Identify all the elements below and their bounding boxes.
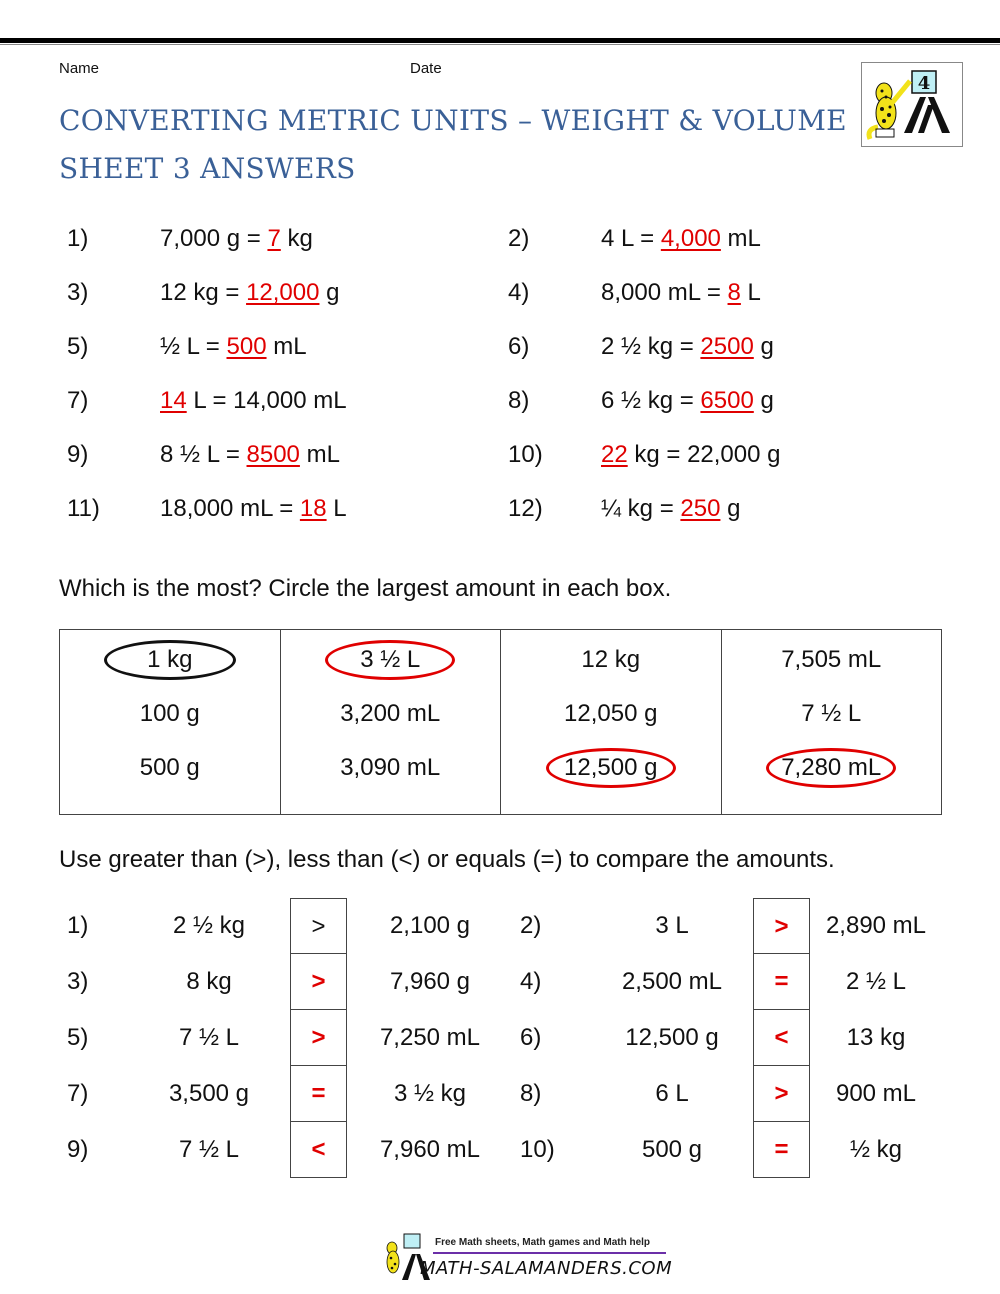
question-expression xyxy=(160,440,340,470)
conversion-question xyxy=(508,224,928,254)
amount-b: 2,890 mL xyxy=(825,912,927,939)
question-number: 6) xyxy=(508,333,530,360)
comparison-sign-box[interactable]: = xyxy=(753,954,810,1010)
conversion-question xyxy=(67,278,487,308)
circle-largest-table xyxy=(59,629,942,815)
question-expression xyxy=(160,224,313,254)
answer-value: 22 xyxy=(601,441,628,468)
conversion-question xyxy=(508,440,928,470)
question-expression xyxy=(160,386,347,416)
date-label: Date xyxy=(410,60,442,77)
top-border-rule xyxy=(0,38,1000,43)
circle-box xyxy=(281,630,502,814)
question-number: 4) xyxy=(508,279,530,306)
question-number: 8) xyxy=(508,387,530,414)
amount-a: 6 L xyxy=(655,1080,689,1107)
compare-question xyxy=(0,1010,1000,1066)
amount-a: 7 ½ L xyxy=(178,1136,240,1163)
amount-b: 7,960 g xyxy=(389,968,471,995)
option-value: 7,280 mL xyxy=(781,754,882,781)
question-number: 5) xyxy=(67,1024,89,1051)
option-value: 3,200 mL xyxy=(340,700,441,727)
answer-value: 6500 xyxy=(700,387,754,414)
conversion-question xyxy=(67,386,487,416)
amount-a: 8 kg xyxy=(186,968,232,995)
question-number: 1) xyxy=(67,225,89,252)
circle-box xyxy=(722,630,942,814)
question-text: 8,000 mL = xyxy=(601,279,728,306)
option-value: 12,050 g xyxy=(564,700,658,727)
compare-question xyxy=(0,954,1000,1010)
question-text: 2 ½ kg = xyxy=(601,333,701,360)
amount-b: 3 ½ kg xyxy=(393,1080,467,1107)
circle-option[interactable] xyxy=(281,645,501,675)
answer-value: 14 xyxy=(160,387,187,414)
amount-b: 7,250 mL xyxy=(379,1024,481,1051)
question-expression xyxy=(160,494,347,524)
question-text: g xyxy=(753,387,774,414)
footer-site-name: MATH-SALAMANDERS.COM xyxy=(420,1258,673,1279)
question-number: 5) xyxy=(67,333,89,360)
amount-a: 7 ½ L xyxy=(178,1024,240,1051)
question-number: 1) xyxy=(67,912,89,939)
question-number: 10) xyxy=(520,1136,555,1163)
conversion-question xyxy=(67,440,487,470)
question-expression xyxy=(160,278,339,308)
amount-b: 13 kg xyxy=(846,1024,906,1051)
question-text: mL xyxy=(720,225,761,252)
circle-option[interactable] xyxy=(60,645,280,675)
circle-instruction: Which is the most? Circle the largest amount in each box. xyxy=(59,575,672,602)
amount-a: 3 L xyxy=(655,912,689,939)
answer-value: 12,000 xyxy=(246,279,320,306)
question-text: kg = 22,000 g xyxy=(627,441,781,468)
footer-tagline: Free Math sheets, Math games and Math help xyxy=(435,1237,651,1248)
salamander-logo xyxy=(861,62,963,147)
compare-question xyxy=(0,1122,1000,1178)
circle-option xyxy=(60,699,280,729)
circle-option xyxy=(501,699,721,729)
question-text: ¼ kg = xyxy=(601,495,681,522)
option-value: 12 kg xyxy=(581,646,641,673)
answer-value: 500 xyxy=(226,333,267,360)
salamander-easel-icon xyxy=(862,63,962,146)
option-value: 7 ½ L xyxy=(801,700,862,727)
question-text: mL xyxy=(299,441,340,468)
amount-b: 2 ½ L xyxy=(845,968,907,995)
comparison-sign-box[interactable]: = xyxy=(753,1122,810,1178)
question-text: 8 ½ L = xyxy=(160,441,247,468)
answer-value: 250 xyxy=(680,495,721,522)
answer-value: 8500 xyxy=(246,441,300,468)
page-title: CONVERTING METRIC UNITS – WEIGHT & VOLUME xyxy=(59,104,847,137)
question-text: 6 ½ kg = xyxy=(601,387,701,414)
amount-b: ½ kg xyxy=(849,1136,903,1163)
question-expression xyxy=(601,332,774,362)
answer-value: 4,000 xyxy=(660,225,721,252)
conversion-question xyxy=(67,224,487,254)
answer-value: 8 xyxy=(727,279,741,306)
conversion-question xyxy=(67,494,487,524)
page-subtitle: SHEET 3 ANSWERS xyxy=(59,152,356,185)
question-expression xyxy=(601,440,781,470)
circle-option xyxy=(60,753,280,783)
option-value: 500 g xyxy=(139,754,200,781)
amount-a: 500 g xyxy=(641,1136,703,1163)
question-number: 9) xyxy=(67,441,89,468)
conversion-question xyxy=(508,332,928,362)
question-text: L = 14,000 mL xyxy=(186,387,347,414)
question-number: 7) xyxy=(67,1080,89,1107)
option-value: 12,500 g xyxy=(564,754,658,781)
compare-question xyxy=(0,898,1000,954)
circle-box xyxy=(501,630,722,814)
question-text: g xyxy=(753,333,774,360)
option-value: 1 kg xyxy=(147,646,193,673)
question-text: L xyxy=(326,495,347,522)
question-text: L xyxy=(740,279,761,306)
circle-box xyxy=(60,630,281,814)
conversion-question xyxy=(508,278,928,308)
question-text: g xyxy=(319,279,340,306)
comparison-sign-box[interactable]: > xyxy=(753,898,810,954)
question-text: mL xyxy=(266,333,307,360)
question-number: 11) xyxy=(67,495,100,522)
amount-b: 900 mL xyxy=(835,1080,917,1107)
conversion-question xyxy=(508,494,928,524)
answer-value: 2500 xyxy=(700,333,754,360)
comparison-sign-box[interactable]: < xyxy=(290,1122,347,1178)
comparison-sign-box[interactable]: > xyxy=(290,954,347,1010)
answer-value: 7 xyxy=(267,225,281,252)
amount-b: 2,100 g xyxy=(389,912,471,939)
question-number: 2) xyxy=(520,912,542,939)
amount-a: 2 ½ kg xyxy=(172,912,246,939)
comparison-sign-box[interactable]: > xyxy=(290,1010,347,1066)
question-text: 18,000 mL = xyxy=(160,495,300,522)
question-text: 4 L = xyxy=(601,225,661,252)
question-expression xyxy=(601,224,761,254)
question-number: 7) xyxy=(67,387,89,414)
question-expression xyxy=(601,386,774,416)
amount-b: 7,960 mL xyxy=(379,1136,481,1163)
circle-option xyxy=(281,699,501,729)
question-number: 3) xyxy=(67,279,89,306)
question-expression xyxy=(601,278,761,308)
question-text: 12 kg = xyxy=(160,279,247,306)
question-number: 2) xyxy=(508,225,530,252)
question-text: ½ L = xyxy=(160,333,227,360)
name-label: Name xyxy=(59,60,100,77)
top-border-rule-thin xyxy=(0,44,1000,45)
conversion-question xyxy=(508,386,928,416)
amount-a: 2,500 mL xyxy=(621,968,723,995)
option-value: 100 g xyxy=(139,700,200,727)
option-value: 7,505 mL xyxy=(781,646,882,673)
circle-option xyxy=(722,699,942,729)
question-number: 6) xyxy=(520,1024,542,1051)
question-number: 12) xyxy=(508,495,543,522)
question-number: 4) xyxy=(520,968,542,995)
comparison-sign-box[interactable]: < xyxy=(753,1010,810,1066)
compare-question xyxy=(0,1066,1000,1122)
compare-instruction: Use greater than (>), less than (<) or equals (=) to compare the amounts. xyxy=(59,846,835,873)
question-expression xyxy=(601,494,740,524)
question-expression xyxy=(160,332,307,362)
circle-option xyxy=(501,645,721,675)
conversion-question xyxy=(67,332,487,362)
circle-option xyxy=(281,753,501,783)
option-value: 3 ½ L xyxy=(360,646,421,673)
circle-option[interactable] xyxy=(501,753,721,783)
svg-text:4: 4 xyxy=(917,73,931,94)
comparison-sign-box[interactable]: > xyxy=(290,898,347,954)
amount-a: 3,500 g xyxy=(168,1080,250,1107)
question-text: 7,000 g = xyxy=(160,225,268,252)
question-number: 9) xyxy=(67,1136,89,1163)
option-value: 3,090 mL xyxy=(340,754,441,781)
circle-option xyxy=(722,645,942,675)
footer-rule xyxy=(433,1252,666,1254)
answer-value: 18 xyxy=(299,495,327,522)
circle-option[interactable] xyxy=(722,753,942,783)
question-number: 10) xyxy=(508,441,543,468)
question-text: g xyxy=(720,495,741,522)
comparison-sign-box[interactable]: = xyxy=(290,1066,347,1122)
comparison-sign-box[interactable]: > xyxy=(753,1066,810,1122)
question-text: kg xyxy=(280,225,313,252)
amount-a: 12,500 g xyxy=(625,1024,719,1051)
question-number: 8) xyxy=(520,1080,542,1107)
question-number: 3) xyxy=(67,968,89,995)
